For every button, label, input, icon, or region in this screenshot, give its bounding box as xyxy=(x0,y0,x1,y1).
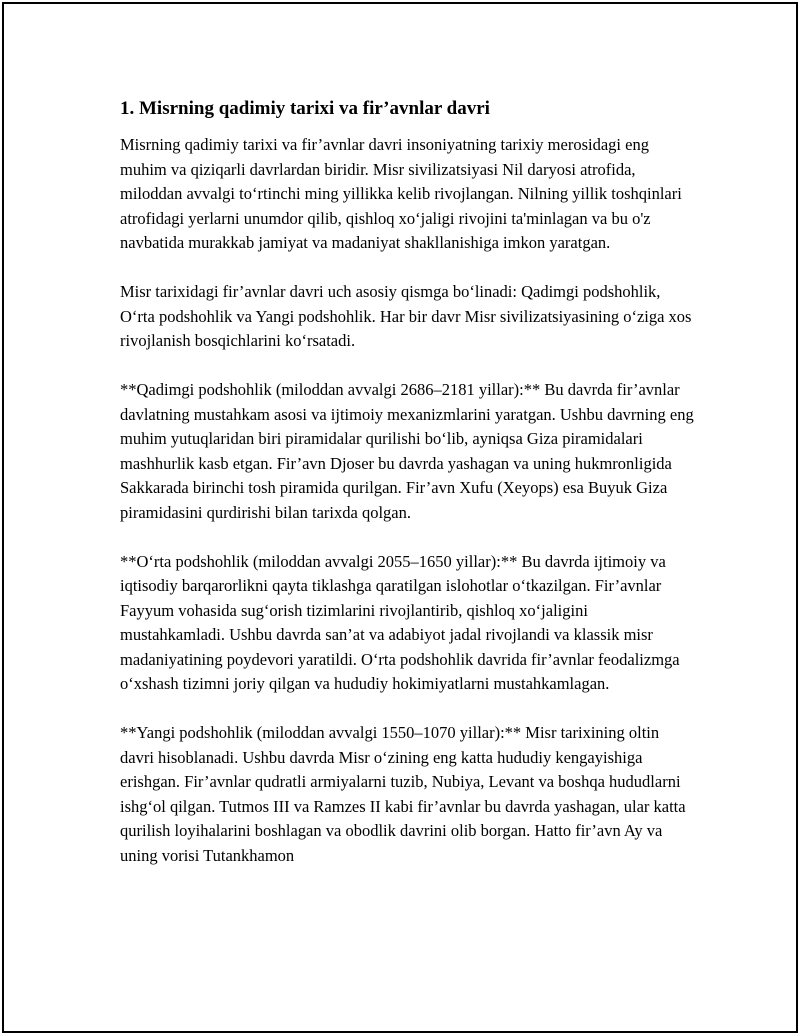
section-heading: 1. Misrning qadimiy tarixi va fir’avnlar davri xyxy=(120,98,490,119)
paragraph-old-kingdom: **Qadimgi podshohlik (miloddan avvalgi 2686–2181 yillar):** Bu davrda fir’avnlar davlatning mustahkam asosi va ijtimoiy mexanizmlarini yaratgan. Ushbu davrning eng muhim yutuqlaridan biri piramidalar qurilishi bo‘lib, ayniqsa Giza piramidalari mashhurlik kasb etgan. Fir’avn Djoser bu davrda yashagan va uning hukmronligida Sakkarada birinchi tosh piramida qurilgan. Fir’avn Xufu (Xeyops) esa Buyuk Giza piramidasini qurdirishi bilan tarixda qolgan. xyxy=(120,380,694,522)
paragraph-middle-kingdom: **O‘rta podshohlik (miloddan avvalgi 2055–1650 yillar):** Bu davrda ijtimoiy va iqtisodiy barqarorlikni qayta tiklashga qaratilgan islohotlar o‘tkazilgan. Fir’avnlar Fayyum vohasida sug‘orish tizimlarini rivojlantirib, qishloq xo‘jaligini mustahkamladi. Ushbu davrda san’at va adabiyot jadal rivojlandi va klassik misr madaniyatining poydevori yaratildi. O‘rta podshohlik davrida fir’avnlar feodalizmga o‘xshash tizimni joriy qilgan va hududiy hokimiyatlarni mustahkamlagan. xyxy=(120,551,680,693)
document-page xyxy=(2,2,798,1033)
paragraph-intro: Misrning qadimiy tarixi va fir’avnlar davri insoniyatning tarixiy merosidagi eng muhim va qiziqarli davrlardan biridir. Misr sivilizatsiyasi Nil daryosi atrofida, miloddan avvalgi to‘rtinchi ming yillikka kelib rivojlangan. Nilning yillik toshqinlari atrofidagi yerlarni unumdor qilib, qishloq xo‘jaligi rivojini ta'minlagan va bu o'z navbatida murakkab jamiyat va madaniyat shakllanishiga imkon yaratgan. xyxy=(120,135,682,252)
paragraph-periods: Misr tarixidagi fir’avnlar davri uch asosiy qismga bo‘linadi: Qadimgi podshohlik, O‘rta podshohlik va Yangi podshohlik. Har bir davr Misr sivilizatsiyasining o‘ziga xos rivojlanish bosqichlarini ko‘rsatadi. xyxy=(120,282,692,350)
document-body xyxy=(120,97,695,893)
paragraph-new-kingdom: **Yangi podshohlik (miloddan avvalgi 1550–1070 yillar):** Misr tarixining oltin davri hisoblanadi. Ushbu davrda Misr o‘zining eng katta hududiy kengayishiga erishgan. Fir’avnlar qudratli armiyalarni tuzib, Nubiya, Levant va boshqa hududlarni ishg‘ol qilgan. Tutmos III va Ramzes II kabi fir’avnlar bu davrda yashagan, ular katta qurilish loyihalarini boshlagan va obodlik davrini olib borgan. Hatto fir’avn Ay va uning vorisi Tutankhamon xyxy=(120,723,686,865)
